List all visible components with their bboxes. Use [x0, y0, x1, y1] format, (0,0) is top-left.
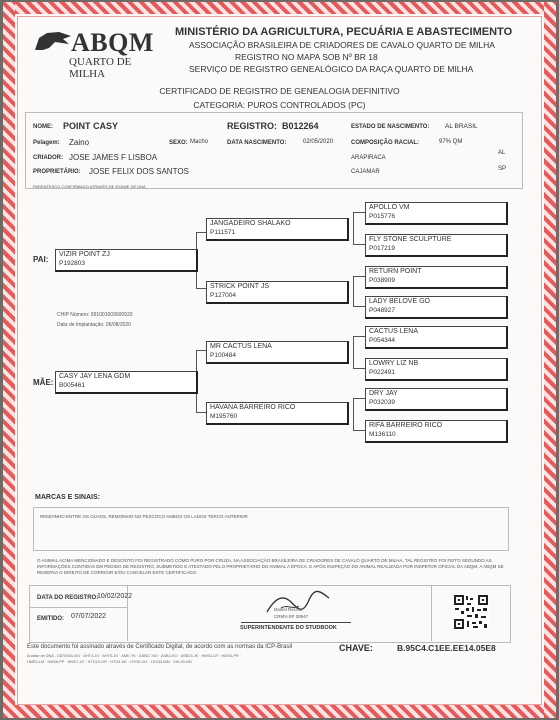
ggp-box [365, 266, 508, 289]
ggp-reg: P038909 [369, 277, 396, 284]
nome-label: NOME: [33, 124, 53, 130]
digital-signature-note: Este documento foi assinado através de Certificado Digital, de acordo com as normas da ICP-Brasil [27, 644, 293, 650]
pedigree-connector [353, 336, 354, 368]
ggp-name: FLY STONE SCULPTURE [369, 236, 452, 243]
ggp-name: APOLLO VM [369, 204, 410, 211]
proprietario-uf: SP [498, 166, 507, 172]
mae-box [55, 371, 198, 394]
certificate-category: CATEGORIA: PUROS CONTROLADOS (PC) [193, 100, 366, 110]
ggp-box [365, 420, 508, 443]
pedigree-connector [353, 368, 365, 369]
mae-label: MÃE: [33, 378, 54, 387]
pedigree-connector [196, 232, 206, 233]
pedigree-connector [353, 398, 365, 399]
signature-name: Daniel Rechia [274, 607, 303, 612]
pai-name: VIZIR POINT ZJ [59, 251, 110, 258]
mae-dam-reg: M195760 [210, 413, 238, 420]
ggp-box [365, 234, 508, 257]
data-nascimento-value: 02/05/2020 [303, 139, 334, 145]
pelagem-value: Zaino [69, 138, 90, 147]
chip-date: Data de Implantação: 06/08/2020 [57, 322, 131, 328]
mae-sire-reg: P100484 [210, 352, 237, 359]
superintendente-label: SUPERINTENDENTE DO STUDBOOK [240, 625, 337, 631]
mae-name: CASY JAY LENA GDM [59, 373, 131, 380]
registro-value: B012264 [282, 121, 319, 131]
pedigree-connector [196, 350, 206, 351]
info-row-1 [29, 120, 525, 134]
certificate-title: CERTIFICADO DE REGISTRO DE GENEALOGIA DEFINITIVO [159, 86, 400, 96]
ggp-box [365, 326, 508, 349]
proprietario-city: CAJAMAR [351, 169, 380, 175]
mae-sire-name: MR CACTUS LENA [210, 343, 272, 350]
mae-sire-box [206, 341, 349, 364]
pedigree-connector [353, 276, 354, 306]
mae-dam-box [206, 402, 349, 425]
chave-label: CHAVE: [339, 643, 373, 653]
pedigree-connector [353, 336, 365, 337]
service-name: SERVIÇO DE REGISTRO GENEALÓGICO DA RAÇA QUARTO DE MILHA [189, 64, 474, 74]
pedigree-connector [353, 212, 365, 213]
signature-crmv: CRMV-SP 28947 [274, 614, 309, 619]
criador-city: ARAPIRACA [351, 155, 386, 161]
ggp-reg: P017219 [369, 245, 396, 252]
qr-code-icon [453, 594, 489, 630]
pedigree-connector [353, 244, 365, 245]
ggp-box [365, 358, 508, 381]
ggp-reg: P048927 [369, 307, 396, 314]
ggp-name: CACTUS LENA [369, 328, 419, 335]
info-row-2 [29, 137, 525, 149]
logo-subtitle: QUARTO DE MILHA [69, 56, 132, 80]
parentesco-note: PARENTESCO CONFIRMADO ATRAVÉS DE EXAME DE DNA [33, 184, 146, 189]
chave-value: B.95C4.C1EE.EE14.05E8 [397, 643, 496, 653]
sexo-value: Macho [190, 139, 209, 145]
horse-head-icon [33, 30, 73, 52]
ggp-reg: P054344 [369, 337, 396, 344]
ggp-box [365, 202, 508, 225]
emitido-value: 07/07/2022 [71, 613, 107, 620]
ggp-reg: M136110 [369, 431, 396, 438]
ggp-name: LADY BELOVE GO [369, 298, 430, 305]
signature-line [241, 622, 351, 623]
disclaimer-text: O ANIMAL ACIMA MENCIONADO E DESCRITO FOI REGISTRADO COMO PURO POR CRUZA, NA ASSOCIAÇÃO BRASILEIRA DE CRIADORES DE CAVALO QUARTO DE MILHA, TAL REGISTRO FOI FEITO SEGUNDO AS INFORMAÇÕES CONTIDAS EM PEDIDO DE REGISTRO, SUBMETIDO E ATESTADO PELO PROPRIETÁRIO DO ANIMAL A ÉPOCA, E APÓS INSPEÇÃO DO ANIMAL REALIZADA POR INSPETOR OFICIAL DA ABQM. A ABQM SE RESERVA O DIREITO DE CORRIGIR E/OU CANCELAR ESTE CERTIFICADO. [37, 558, 504, 575]
ggp-name: LOWRY LIZ NB [369, 360, 419, 367]
pai-sire-box [206, 218, 349, 241]
data-registro-label: DATA DO REGISTRO: [37, 595, 99, 601]
ggp-box [365, 296, 508, 319]
ministry-title: MINISTÉRIO DA AGRICULTURA, PECUÁRIA E ABASTECIMENTO [175, 26, 513, 38]
ggp-box [365, 388, 508, 411]
ggp-reg: P022491 [369, 369, 396, 376]
pedigree-connector [196, 412, 206, 413]
data-registro-value: 10/02/2022 [97, 593, 133, 600]
proprietario-value: JOSE FELIX DOS SANTOS [89, 167, 189, 176]
proprietario-label: PROPRIETÁRIO: [33, 169, 81, 175]
pai-box [55, 249, 198, 272]
pedigree-connector [353, 276, 365, 277]
abqm-logo [33, 26, 163, 80]
mae-dam-name: HAVANA BARREIRO RICO [210, 404, 296, 411]
estado-value: AL BRASIL [445, 123, 478, 130]
association-name: ASSOCIAÇÃO BRASILEIRA DE CRIADORES DE CAVALO QUARTO DE MILHA [189, 40, 495, 50]
horse-name: POINT CASY [63, 121, 119, 131]
dna-analysis-line-1: Analise de DNA - G870933-001 · AHT4-JO · AHT5-JO · AME-YK · ASB17-NO · ASB2-KO · ASB23-JK · HMS2-LR · HMS3-PR · [27, 654, 241, 658]
registry-number: REGISTRO NO MAPA SOB Nº BR 18 [235, 52, 378, 62]
composicao-value: 97% QM [439, 139, 463, 145]
footer-divider [29, 607, 127, 608]
sexo-label: SEXO: [169, 140, 188, 146]
pedigree-connector [196, 288, 206, 289]
pedigree-connector [353, 306, 365, 307]
info-row-3 [29, 151, 525, 165]
info-row-4 [29, 165, 525, 179]
criador-label: CRIADOR: [33, 155, 63, 161]
pelagem-label: Pelagem: [33, 140, 60, 146]
composicao-label: COMPOSIÇÃO RACIAL: [351, 140, 419, 146]
ggp-name: RETURN POINT [369, 268, 422, 275]
pai-dam-name: STRICK POINT JS [210, 283, 269, 290]
marks-text: REMOINHO ENTRE OS OLHOS, REMOINHO NO PESCOCO AMBOS OS LADOS TERCO ANTERIOR [40, 514, 248, 519]
marks-box [33, 507, 509, 551]
data-nascimento-label: DATA NASCIMENTO: [227, 140, 287, 146]
ggp-reg: P015776 [369, 213, 396, 220]
pedigree-connector [353, 212, 354, 244]
pedigree-connector [353, 398, 354, 430]
border-top [3, 2, 556, 14]
dna-analysis-line-2: HMS3-LM · HMS6-PP · HMS7-JO · HTG10-OR · HTG4-KK · HTG6-OO · LEX33-MM · VHL20-NN [27, 660, 192, 664]
pai-dam-reg: P127004 [210, 292, 237, 299]
logo-text: ABQM [71, 28, 154, 57]
mae-reg: B005461 [59, 382, 86, 389]
pai-dam-box [206, 281, 349, 304]
estado-label: ESTADO DE NASCIMENTO: [351, 124, 430, 130]
ggp-name: DRY JAY [369, 390, 398, 397]
border-bottom [3, 705, 556, 718]
emitido-label: EMITIDO: [37, 616, 64, 622]
pai-sire-reg: P111571 [210, 229, 236, 236]
pai-reg: P192803 [59, 260, 86, 267]
criador-uf: AL [498, 150, 506, 156]
certificate-paper [3, 2, 556, 718]
footer-divider [431, 585, 432, 641]
pedigree-connector [353, 430, 365, 431]
ggp-name: RIFA BARREIRO RICO [369, 422, 443, 429]
registro-label: REGISTRO: [227, 121, 278, 131]
pai-label: PAI: [33, 255, 49, 264]
pai-sire-name: JANGADEIRO SHALAKO [210, 220, 291, 227]
criador-value: JOSE JAMES F LISBOA [69, 153, 158, 162]
ggp-reg: P032039 [369, 399, 396, 406]
marks-title: MARCAS E SINAIS: [35, 494, 100, 501]
chip-number: CHIP Número: 991001003600933 [57, 312, 133, 318]
